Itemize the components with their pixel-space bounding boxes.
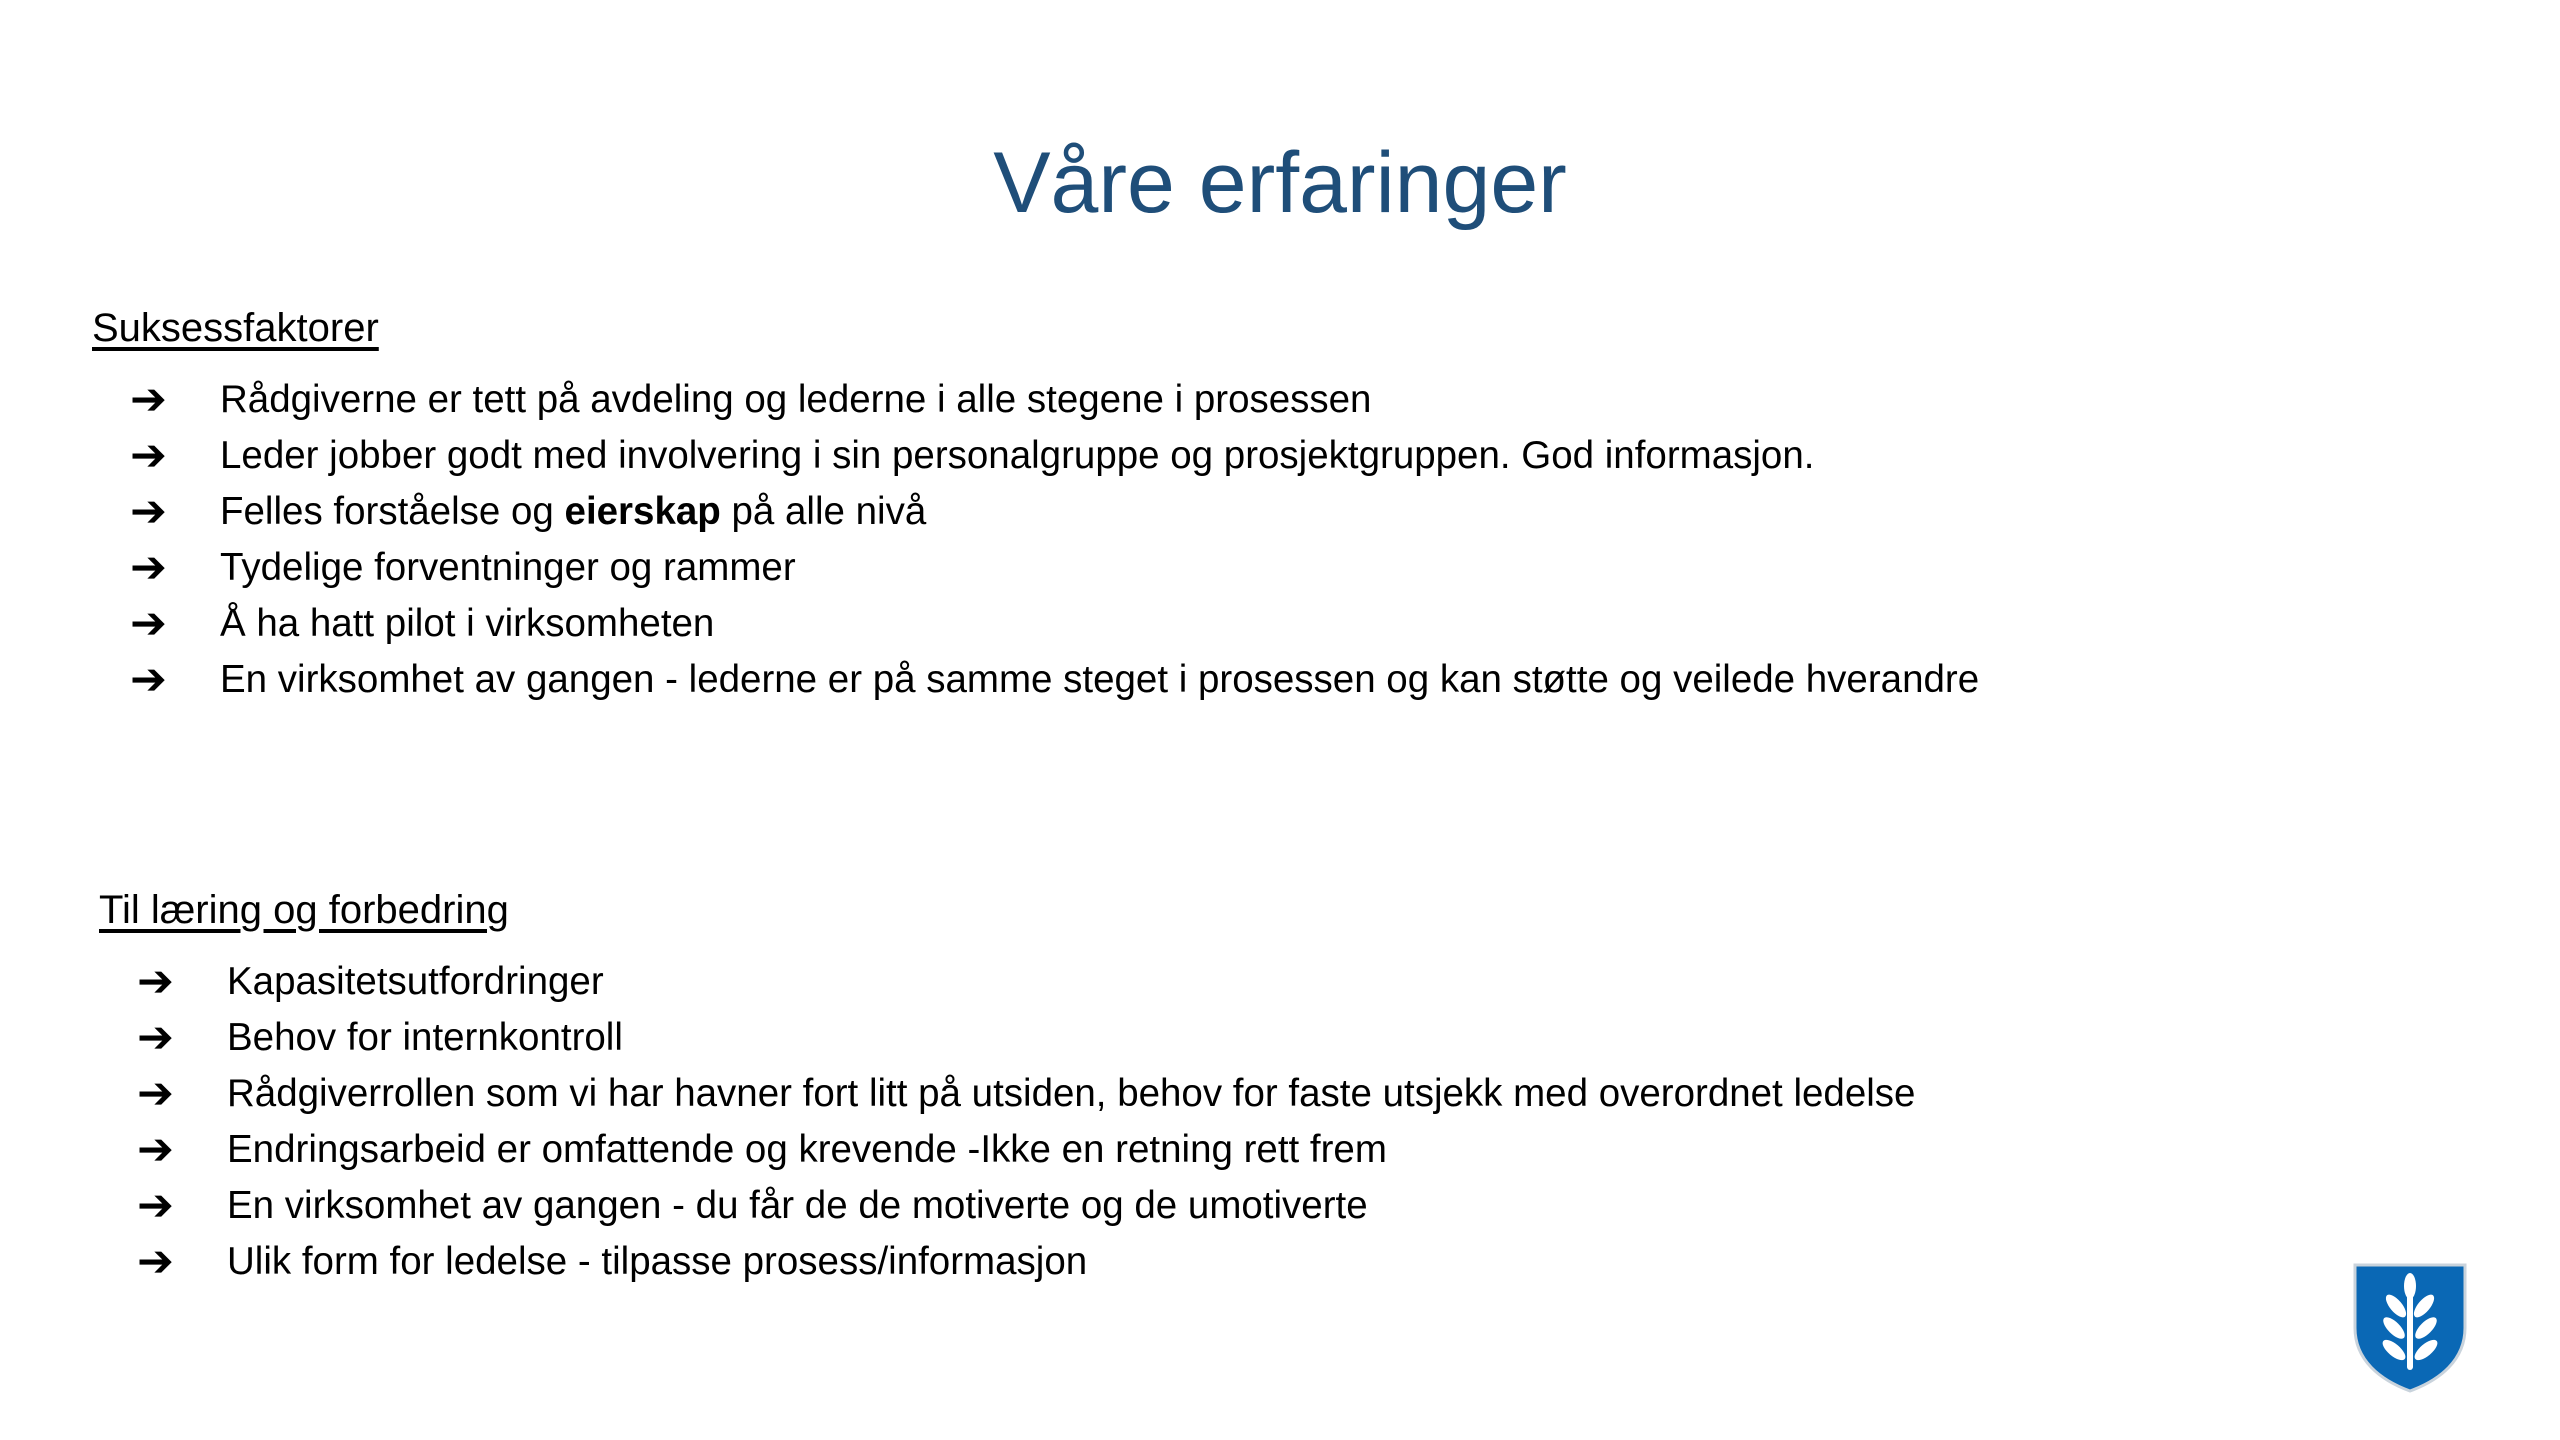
list-item-text-part: Ulik form for ledelse - tilpasse prosess/informasjon: [227, 1240, 1088, 1283]
learning-section: [99, 884, 1915, 1290]
list-item-text-part: Tydelige forventninger og rammer: [220, 546, 796, 589]
arrow-right-icon: ➔: [130, 486, 167, 537]
list-item: [99, 1066, 1915, 1122]
arrow-right-icon: ➔: [130, 430, 167, 481]
list-item-text: [227, 1122, 1387, 1178]
list-item: [92, 484, 1979, 540]
arrow-right-icon: ➔: [130, 598, 167, 649]
list-item-text: [227, 1066, 1915, 1122]
arrow-right-icon: ➔: [130, 654, 167, 705]
list-item-text: [220, 372, 1371, 428]
list-item-text: [227, 1178, 1368, 1234]
list-item-text-part: Rådgiverne er tett på avdeling og lederne i alle stegene i prosessen: [220, 378, 1372, 421]
list-item: [99, 1234, 1915, 1290]
list-item-text: [227, 954, 604, 1010]
list-item: [92, 428, 1979, 484]
list-item-text-part: på alle nivå: [720, 490, 927, 533]
list-item-text-part: Rådgiverrollen som vi har havner fort litt på utsiden, behov for faste utsjekk med overordnet ledelse: [227, 1072, 1916, 1115]
coat-of-arms-icon: [2352, 1262, 2468, 1394]
arrow-right-icon: ➔: [130, 542, 167, 593]
list-item-bold-text: eierskap: [564, 490, 721, 533]
success-factors-heading: Suksessfaktorer: [92, 306, 379, 350]
arrow-right-icon: ➔: [137, 1124, 174, 1175]
list-item-text-part: Kapasitetsutfordringer: [227, 960, 604, 1003]
list-item-text: [227, 1234, 1087, 1290]
list-item-text-part: Leder jobber godt med involvering i sin personalgruppe og prosjektgruppen. God informasjon.: [220, 434, 1815, 477]
arrow-right-icon: ➔: [130, 374, 167, 425]
arrow-right-icon: ➔: [137, 1236, 174, 1287]
list-item-text-part: Behov for internkontroll: [227, 1016, 623, 1059]
list-item: [92, 540, 1979, 596]
list-item: [92, 372, 1979, 428]
success-factors-section: [92, 302, 1979, 708]
list-item-text: [227, 1010, 623, 1066]
list-item: [99, 1010, 1915, 1066]
list-item-text-part: Felles forståelse og: [220, 490, 565, 533]
arrow-right-icon: ➔: [137, 956, 174, 1007]
success-factors-list: [92, 372, 1979, 708]
arrow-right-icon: ➔: [137, 1068, 174, 1119]
list-item-text-part: En virksomhet av gangen - du får de de motiverte og de umotiverte: [227, 1184, 1368, 1227]
list-item: [92, 596, 1979, 652]
arrow-right-icon: ➔: [137, 1012, 174, 1063]
slide-title: Våre erfaringer: [993, 135, 1567, 231]
coat-of-arms-svg: [2352, 1262, 2468, 1394]
list-item: [99, 954, 1915, 1010]
list-item-text-part: Endringsarbeid er omfattende og krevende -Ikke en retning rett frem: [227, 1128, 1387, 1171]
list-item-text: [220, 484, 926, 540]
list-item: [92, 652, 1979, 708]
list-item-text: [220, 540, 796, 596]
list-item: [99, 1178, 1915, 1234]
list-item: [99, 1122, 1915, 1178]
arrow-right-icon: ➔: [137, 1180, 174, 1231]
list-item-text: [220, 596, 714, 652]
learning-list: [99, 954, 1915, 1290]
list-item-text: [220, 652, 1979, 708]
list-item-text-part: En virksomhet av gangen - lederne er på samme steget i prosessen og kan støtte og veilede hverandre: [220, 658, 1980, 701]
list-item-text: [220, 428, 1814, 484]
learning-heading: Til læring og forbedring: [99, 888, 509, 932]
list-item-text-part: Å ha hatt pilot i virksomheten: [220, 602, 715, 645]
